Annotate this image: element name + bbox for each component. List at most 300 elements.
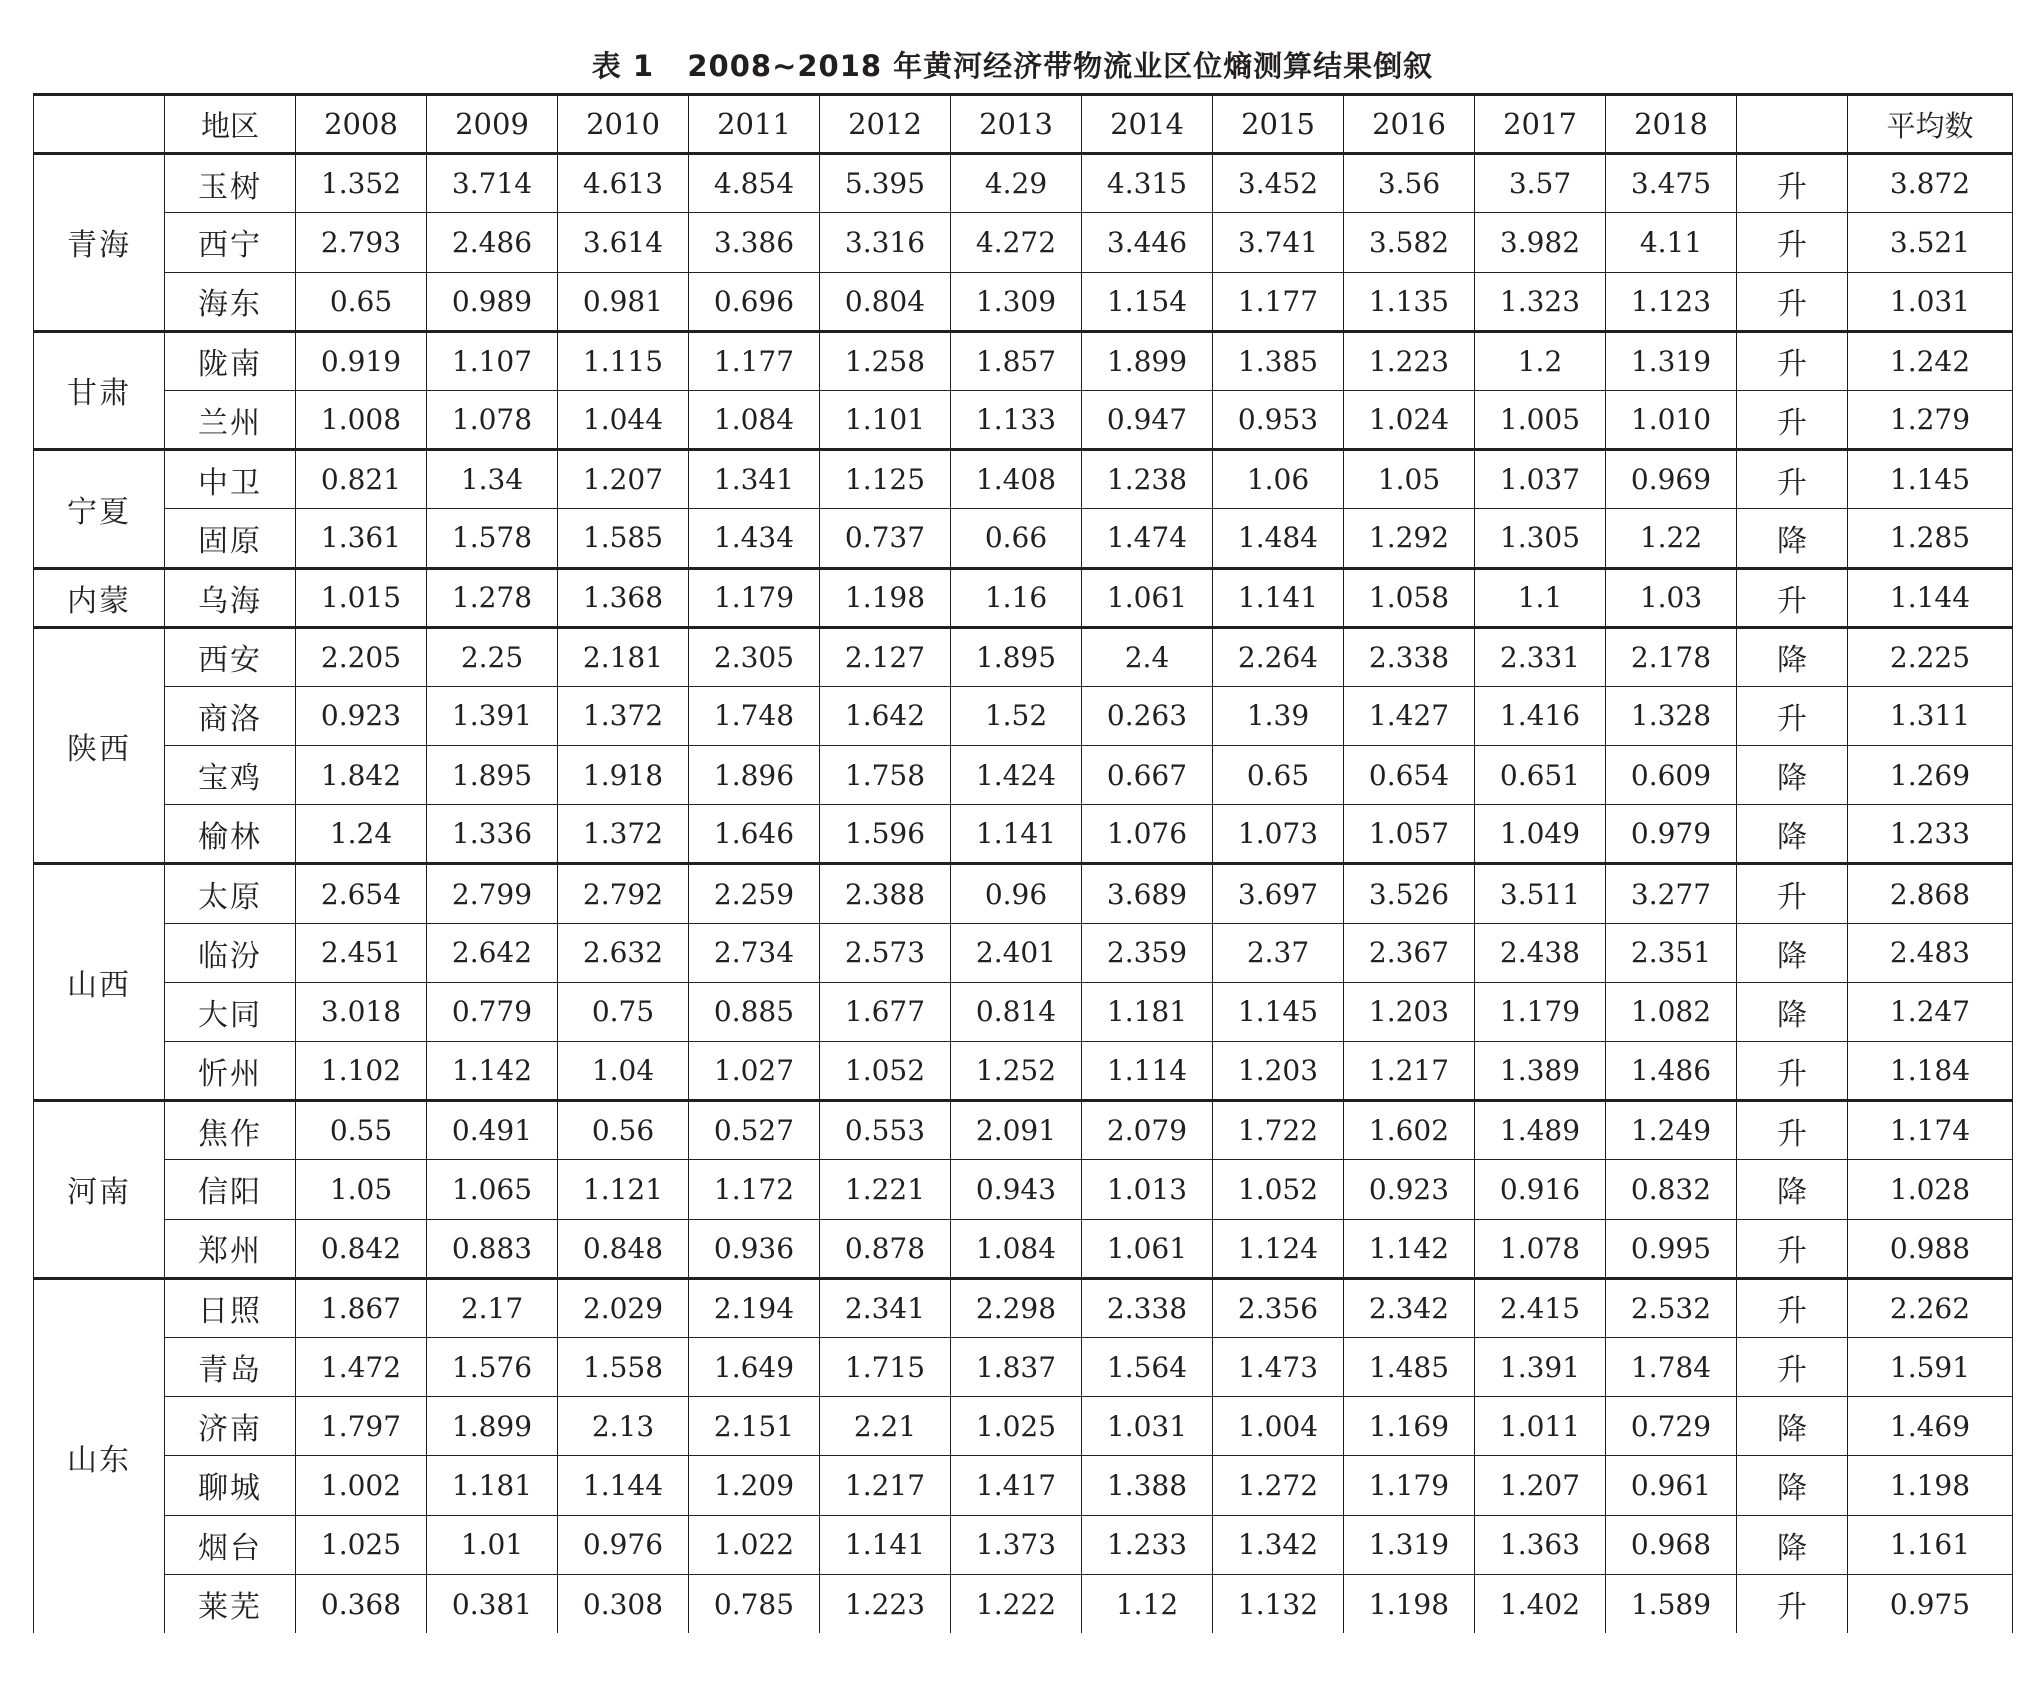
value-cell: 2.091 bbox=[951, 1101, 1082, 1160]
value-cell: 1.842 bbox=[296, 746, 427, 805]
value-cell: 1.102 bbox=[296, 1042, 427, 1101]
value-cell: 1.044 bbox=[558, 390, 689, 449]
header-region: 地区 bbox=[165, 95, 296, 154]
value-cell: 3.697 bbox=[1213, 864, 1344, 923]
value-cell: 0.842 bbox=[296, 1219, 427, 1278]
value-cell: 1.424 bbox=[951, 746, 1082, 805]
value-cell: 1.06 bbox=[1213, 450, 1344, 509]
city-cell: 临汾 bbox=[165, 923, 296, 982]
value-cell: 1.589 bbox=[1606, 1574, 1737, 1633]
value-cell: 2.734 bbox=[689, 923, 820, 982]
value-cell: 2.37 bbox=[1213, 923, 1344, 982]
value-cell: 1.022 bbox=[689, 1515, 820, 1574]
value-cell: 1.024 bbox=[1344, 390, 1475, 449]
value-cell: 4.315 bbox=[1082, 154, 1213, 213]
value-cell: 1.434 bbox=[689, 509, 820, 568]
value-cell: 0.55 bbox=[296, 1101, 427, 1160]
value-cell: 1.22 bbox=[1606, 509, 1737, 568]
value-cell: 2.127 bbox=[820, 627, 951, 686]
value-cell: 0.989 bbox=[427, 272, 558, 331]
average-cell: 3.521 bbox=[1848, 213, 2013, 272]
value-cell: 1.272 bbox=[1213, 1456, 1344, 1515]
trend-cell: 升 bbox=[1737, 1574, 1848, 1633]
table-row bbox=[34, 1219, 2013, 1278]
trend-cell: 升 bbox=[1737, 1278, 1848, 1337]
table-row bbox=[34, 686, 2013, 745]
value-cell: 1.05 bbox=[296, 1160, 427, 1219]
value-cell: 1.402 bbox=[1475, 1574, 1606, 1633]
value-cell: 0.981 bbox=[558, 272, 689, 331]
value-cell: 1.179 bbox=[1475, 982, 1606, 1041]
value-cell: 0.263 bbox=[1082, 686, 1213, 745]
value-cell: 1.837 bbox=[951, 1337, 1082, 1396]
value-cell: 1.899 bbox=[1082, 331, 1213, 390]
trend-cell: 升 bbox=[1737, 213, 1848, 272]
value-cell: 1.34 bbox=[427, 450, 558, 509]
value-cell: 1.473 bbox=[1213, 1337, 1344, 1396]
value-cell: 0.56 bbox=[558, 1101, 689, 1160]
value-cell: 1.008 bbox=[296, 390, 427, 449]
value-cell: 1.198 bbox=[1344, 1574, 1475, 1633]
table-row bbox=[34, 509, 2013, 568]
value-cell: 1.388 bbox=[1082, 1456, 1213, 1515]
average-cell: 2.868 bbox=[1848, 864, 2013, 923]
value-cell: 0.832 bbox=[1606, 1160, 1737, 1219]
city-cell: 信阳 bbox=[165, 1160, 296, 1219]
city-cell: 郑州 bbox=[165, 1219, 296, 1278]
value-cell: 1.052 bbox=[820, 1042, 951, 1101]
header-cell bbox=[34, 95, 165, 154]
value-cell: 2.151 bbox=[689, 1397, 820, 1456]
table-row bbox=[34, 1456, 2013, 1515]
value-cell: 0.923 bbox=[296, 686, 427, 745]
value-cell: 1.04 bbox=[558, 1042, 689, 1101]
value-cell: 3.526 bbox=[1344, 864, 1475, 923]
value-cell: 3.614 bbox=[558, 213, 689, 272]
value-cell: 0.976 bbox=[558, 1515, 689, 1574]
value-cell: 1.12 bbox=[1082, 1574, 1213, 1633]
province-cell: 宁夏 bbox=[34, 450, 165, 568]
value-cell: 1.144 bbox=[558, 1456, 689, 1515]
value-cell: 2.21 bbox=[820, 1397, 951, 1456]
value-cell: 1.292 bbox=[1344, 509, 1475, 568]
value-cell: 3.582 bbox=[1344, 213, 1475, 272]
city-cell: 青岛 bbox=[165, 1337, 296, 1396]
location-entropy-table bbox=[33, 93, 2013, 1633]
average-cell: 1.198 bbox=[1848, 1456, 2013, 1515]
city-cell: 陇南 bbox=[165, 331, 296, 390]
value-cell: 1.602 bbox=[1344, 1101, 1475, 1160]
trend-cell: 降 bbox=[1737, 1456, 1848, 1515]
value-cell: 2.341 bbox=[820, 1278, 951, 1337]
value-cell: 1.061 bbox=[1082, 568, 1213, 627]
value-cell: 0.804 bbox=[820, 272, 951, 331]
value-cell: 1.576 bbox=[427, 1337, 558, 1396]
province-cell: 内蒙 bbox=[34, 568, 165, 627]
value-cell: 0.491 bbox=[427, 1101, 558, 1160]
value-cell: 3.741 bbox=[1213, 213, 1344, 272]
header-cell: 2015 bbox=[1213, 95, 1344, 154]
value-cell: 1.027 bbox=[689, 1042, 820, 1101]
value-cell: 0.96 bbox=[951, 864, 1082, 923]
city-cell: 烟台 bbox=[165, 1515, 296, 1574]
value-cell: 1.154 bbox=[1082, 272, 1213, 331]
value-cell: 2.331 bbox=[1475, 627, 1606, 686]
value-cell: 1.222 bbox=[951, 1574, 1082, 1633]
value-cell: 1.896 bbox=[689, 746, 820, 805]
value-cell: 0.979 bbox=[1606, 805, 1737, 864]
value-cell: 1.05 bbox=[1344, 450, 1475, 509]
value-cell: 1.677 bbox=[820, 982, 951, 1041]
value-cell: 3.714 bbox=[427, 154, 558, 213]
value-cell: 2.799 bbox=[427, 864, 558, 923]
value-cell: 0.696 bbox=[689, 272, 820, 331]
city-cell: 海东 bbox=[165, 272, 296, 331]
table-row bbox=[34, 1042, 2013, 1101]
value-cell: 3.511 bbox=[1475, 864, 1606, 923]
value-cell: 1.2 bbox=[1475, 331, 1606, 390]
value-cell: 1.076 bbox=[1082, 805, 1213, 864]
header-cell bbox=[1737, 95, 1848, 154]
value-cell: 0.553 bbox=[820, 1101, 951, 1160]
value-cell: 2.181 bbox=[558, 627, 689, 686]
table-body bbox=[34, 154, 2013, 1634]
value-cell: 0.821 bbox=[296, 450, 427, 509]
city-cell: 莱芜 bbox=[165, 1574, 296, 1633]
table-row bbox=[34, 1278, 2013, 1337]
value-cell: 2.338 bbox=[1344, 627, 1475, 686]
city-cell: 中卫 bbox=[165, 450, 296, 509]
table-row bbox=[34, 1101, 2013, 1160]
average-cell: 1.184 bbox=[1848, 1042, 2013, 1101]
value-cell: 1.233 bbox=[1082, 1515, 1213, 1574]
value-cell: 1.084 bbox=[951, 1219, 1082, 1278]
value-cell: 0.66 bbox=[951, 509, 1082, 568]
value-cell: 1.372 bbox=[558, 686, 689, 745]
value-cell: 1.221 bbox=[820, 1160, 951, 1219]
average-cell: 1.161 bbox=[1848, 1515, 2013, 1574]
value-cell: 0.883 bbox=[427, 1219, 558, 1278]
value-cell: 0.848 bbox=[558, 1219, 689, 1278]
value-cell: 2.264 bbox=[1213, 627, 1344, 686]
value-cell: 1.564 bbox=[1082, 1337, 1213, 1396]
value-cell: 1.179 bbox=[689, 568, 820, 627]
average-cell: 1.028 bbox=[1848, 1160, 2013, 1219]
city-cell: 兰州 bbox=[165, 390, 296, 449]
table-row bbox=[34, 1574, 2013, 1633]
average-cell: 3.872 bbox=[1848, 154, 2013, 213]
value-cell: 0.65 bbox=[296, 272, 427, 331]
value-cell: 2.079 bbox=[1082, 1101, 1213, 1160]
value-cell: 4.613 bbox=[558, 154, 689, 213]
value-cell: 1.181 bbox=[1082, 982, 1213, 1041]
value-cell: 1.084 bbox=[689, 390, 820, 449]
average-cell: 1.469 bbox=[1848, 1397, 2013, 1456]
value-cell: 1.133 bbox=[951, 390, 1082, 449]
value-cell: 1.722 bbox=[1213, 1101, 1344, 1160]
header-cell: 2013 bbox=[951, 95, 1082, 154]
value-cell: 1.278 bbox=[427, 568, 558, 627]
value-cell: 1.198 bbox=[820, 568, 951, 627]
average-cell: 1.247 bbox=[1848, 982, 2013, 1041]
trend-cell: 降 bbox=[1737, 982, 1848, 1041]
value-cell: 1.01 bbox=[427, 1515, 558, 1574]
value-cell: 1.177 bbox=[689, 331, 820, 390]
value-cell: 0.968 bbox=[1606, 1515, 1737, 1574]
value-cell: 1.472 bbox=[296, 1337, 427, 1396]
value-cell: 0.936 bbox=[689, 1219, 820, 1278]
value-cell: 5.395 bbox=[820, 154, 951, 213]
value-cell: 1.391 bbox=[427, 686, 558, 745]
trend-cell: 升 bbox=[1737, 390, 1848, 449]
value-cell: 1.145 bbox=[1213, 982, 1344, 1041]
value-cell: 0.368 bbox=[296, 1574, 427, 1633]
table-row bbox=[34, 331, 2013, 390]
header-cell: 2008 bbox=[296, 95, 427, 154]
value-cell: 0.737 bbox=[820, 509, 951, 568]
value-cell: 1.207 bbox=[1475, 1456, 1606, 1515]
value-cell: 1.058 bbox=[1344, 568, 1475, 627]
value-cell: 1.485 bbox=[1344, 1337, 1475, 1396]
value-cell: 1.385 bbox=[1213, 331, 1344, 390]
value-cell: 0.381 bbox=[427, 1574, 558, 1633]
value-cell: 1.363 bbox=[1475, 1515, 1606, 1574]
value-cell: 1.123 bbox=[1606, 272, 1737, 331]
city-cell: 宝鸡 bbox=[165, 746, 296, 805]
average-cell: 1.285 bbox=[1848, 509, 2013, 568]
value-cell: 1.328 bbox=[1606, 686, 1737, 745]
value-cell: 0.729 bbox=[1606, 1397, 1737, 1456]
average-cell: 1.279 bbox=[1848, 390, 2013, 449]
trend-cell: 升 bbox=[1737, 1219, 1848, 1278]
city-cell: 榆林 bbox=[165, 805, 296, 864]
value-cell: 1.578 bbox=[427, 509, 558, 568]
value-cell: 1.918 bbox=[558, 746, 689, 805]
value-cell: 1.319 bbox=[1606, 331, 1737, 390]
trend-cell: 降 bbox=[1737, 509, 1848, 568]
table-row bbox=[34, 1337, 2013, 1396]
value-cell: 1.372 bbox=[558, 805, 689, 864]
table-row bbox=[34, 568, 2013, 627]
value-cell: 1.203 bbox=[1213, 1042, 1344, 1101]
value-cell: 1.142 bbox=[427, 1042, 558, 1101]
value-cell: 1.39 bbox=[1213, 686, 1344, 745]
city-cell: 商洛 bbox=[165, 686, 296, 745]
value-cell: 2.486 bbox=[427, 213, 558, 272]
value-cell: 3.277 bbox=[1606, 864, 1737, 923]
value-cell: 1.03 bbox=[1606, 568, 1737, 627]
value-cell: 1.238 bbox=[1082, 450, 1213, 509]
value-cell: 0.308 bbox=[558, 1574, 689, 1633]
value-cell: 1.065 bbox=[427, 1160, 558, 1219]
value-cell: 1.141 bbox=[820, 1515, 951, 1574]
value-cell: 1.899 bbox=[427, 1397, 558, 1456]
value-cell: 1.585 bbox=[558, 509, 689, 568]
value-cell: 1.177 bbox=[1213, 272, 1344, 331]
average-cell: 1.269 bbox=[1848, 746, 2013, 805]
city-cell: 西安 bbox=[165, 627, 296, 686]
city-cell: 焦作 bbox=[165, 1101, 296, 1160]
average-cell: 1.145 bbox=[1848, 450, 2013, 509]
header-cell: 2010 bbox=[558, 95, 689, 154]
trend-cell: 升 bbox=[1737, 1337, 1848, 1396]
city-cell: 玉树 bbox=[165, 154, 296, 213]
value-cell: 2.351 bbox=[1606, 923, 1737, 982]
average-cell: 1.242 bbox=[1848, 331, 2013, 390]
value-cell: 1.857 bbox=[951, 331, 1082, 390]
value-cell: 1.121 bbox=[558, 1160, 689, 1219]
value-cell: 1.142 bbox=[1344, 1219, 1475, 1278]
value-cell: 1.305 bbox=[1475, 509, 1606, 568]
city-cell: 乌海 bbox=[165, 568, 296, 627]
value-cell: 3.446 bbox=[1082, 213, 1213, 272]
header-cell: 2009 bbox=[427, 95, 558, 154]
table-row bbox=[34, 746, 2013, 805]
province-cell: 陕西 bbox=[34, 627, 165, 864]
value-cell: 1.013 bbox=[1082, 1160, 1213, 1219]
value-cell: 1.309 bbox=[951, 272, 1082, 331]
value-cell: 1.895 bbox=[951, 627, 1082, 686]
value-cell: 0.995 bbox=[1606, 1219, 1737, 1278]
value-cell: 2.25 bbox=[427, 627, 558, 686]
value-cell: 1.101 bbox=[820, 390, 951, 449]
value-cell: 3.452 bbox=[1213, 154, 1344, 213]
value-cell: 1.031 bbox=[1082, 1397, 1213, 1456]
value-cell: 1.784 bbox=[1606, 1337, 1737, 1396]
average-cell: 1.233 bbox=[1848, 805, 2013, 864]
value-cell: 0.878 bbox=[820, 1219, 951, 1278]
trend-cell: 升 bbox=[1737, 1042, 1848, 1101]
value-cell: 1.061 bbox=[1082, 1219, 1213, 1278]
value-cell: 0.527 bbox=[689, 1101, 820, 1160]
value-cell: 2.342 bbox=[1344, 1278, 1475, 1337]
value-cell: 1.895 bbox=[427, 746, 558, 805]
value-cell: 4.29 bbox=[951, 154, 1082, 213]
value-cell: 2.792 bbox=[558, 864, 689, 923]
value-cell: 2.451 bbox=[296, 923, 427, 982]
value-cell: 1.1 bbox=[1475, 568, 1606, 627]
value-cell: 1.474 bbox=[1082, 509, 1213, 568]
city-cell: 聊城 bbox=[165, 1456, 296, 1515]
value-cell: 1.057 bbox=[1344, 805, 1475, 864]
header-cell: 2011 bbox=[689, 95, 820, 154]
value-cell: 1.037 bbox=[1475, 450, 1606, 509]
value-cell: 1.132 bbox=[1213, 1574, 1344, 1633]
value-cell: 0.779 bbox=[427, 982, 558, 1041]
value-cell: 1.646 bbox=[689, 805, 820, 864]
trend-cell: 升 bbox=[1737, 864, 1848, 923]
value-cell: 1.336 bbox=[427, 805, 558, 864]
value-cell: 2.573 bbox=[820, 923, 951, 982]
value-cell: 2.793 bbox=[296, 213, 427, 272]
value-cell: 1.010 bbox=[1606, 390, 1737, 449]
value-cell: 1.319 bbox=[1344, 1515, 1475, 1574]
city-cell: 太原 bbox=[165, 864, 296, 923]
trend-cell: 升 bbox=[1737, 331, 1848, 390]
value-cell: 3.56 bbox=[1344, 154, 1475, 213]
average-cell: 1.591 bbox=[1848, 1337, 2013, 1396]
value-cell: 1.172 bbox=[689, 1160, 820, 1219]
header-cell: 2017 bbox=[1475, 95, 1606, 154]
value-cell: 1.005 bbox=[1475, 390, 1606, 449]
table-row bbox=[34, 213, 2013, 272]
value-cell: 1.341 bbox=[689, 450, 820, 509]
trend-cell: 升 bbox=[1737, 154, 1848, 213]
average-cell: 1.031 bbox=[1848, 272, 2013, 331]
value-cell: 3.018 bbox=[296, 982, 427, 1041]
value-cell: 4.854 bbox=[689, 154, 820, 213]
value-cell: 3.689 bbox=[1082, 864, 1213, 923]
province-cell: 山东 bbox=[34, 1278, 165, 1633]
average-cell: 0.975 bbox=[1848, 1574, 2013, 1633]
value-cell: 3.316 bbox=[820, 213, 951, 272]
value-cell: 0.654 bbox=[1344, 746, 1475, 805]
value-cell: 2.305 bbox=[689, 627, 820, 686]
table-row bbox=[34, 1515, 2013, 1574]
value-cell: 1.352 bbox=[296, 154, 427, 213]
trend-cell: 升 bbox=[1737, 1101, 1848, 1160]
province-cell: 山西 bbox=[34, 864, 165, 1101]
trend-cell: 降 bbox=[1737, 1160, 1848, 1219]
value-cell: 2.13 bbox=[558, 1397, 689, 1456]
value-cell: 1.141 bbox=[951, 805, 1082, 864]
value-cell: 2.438 bbox=[1475, 923, 1606, 982]
value-cell: 1.249 bbox=[1606, 1101, 1737, 1160]
value-cell: 0.667 bbox=[1082, 746, 1213, 805]
value-cell: 0.609 bbox=[1606, 746, 1737, 805]
value-cell: 1.217 bbox=[820, 1456, 951, 1515]
value-cell: 1.209 bbox=[689, 1456, 820, 1515]
value-cell: 1.223 bbox=[820, 1574, 951, 1633]
value-cell: 1.181 bbox=[427, 1456, 558, 1515]
table-row bbox=[34, 390, 2013, 449]
value-cell: 0.916 bbox=[1475, 1160, 1606, 1219]
value-cell: 1.052 bbox=[1213, 1160, 1344, 1219]
header-cell: 2016 bbox=[1344, 95, 1475, 154]
header-cell: 2018 bbox=[1606, 95, 1737, 154]
value-cell: 2.415 bbox=[1475, 1278, 1606, 1337]
value-cell: 1.015 bbox=[296, 568, 427, 627]
city-cell: 西宁 bbox=[165, 213, 296, 272]
value-cell: 1.179 bbox=[1344, 1456, 1475, 1515]
value-cell: 1.797 bbox=[296, 1397, 427, 1456]
value-cell: 1.223 bbox=[1344, 331, 1475, 390]
value-cell: 0.923 bbox=[1344, 1160, 1475, 1219]
value-cell: 2.401 bbox=[951, 923, 1082, 982]
trend-cell: 降 bbox=[1737, 746, 1848, 805]
value-cell: 2.642 bbox=[427, 923, 558, 982]
value-cell: 0.961 bbox=[1606, 1456, 1737, 1515]
value-cell: 1.107 bbox=[427, 331, 558, 390]
trend-cell: 降 bbox=[1737, 1397, 1848, 1456]
trend-cell: 降 bbox=[1737, 805, 1848, 864]
value-cell: 2.632 bbox=[558, 923, 689, 982]
value-cell: 1.748 bbox=[689, 686, 820, 745]
table-row bbox=[34, 627, 2013, 686]
header-cell: 2012 bbox=[820, 95, 951, 154]
value-cell: 3.57 bbox=[1475, 154, 1606, 213]
value-cell: 1.011 bbox=[1475, 1397, 1606, 1456]
value-cell: 1.323 bbox=[1475, 272, 1606, 331]
value-cell: 1.558 bbox=[558, 1337, 689, 1396]
average-cell: 1.144 bbox=[1848, 568, 2013, 627]
value-cell: 1.049 bbox=[1475, 805, 1606, 864]
value-cell: 1.489 bbox=[1475, 1101, 1606, 1160]
value-cell: 1.715 bbox=[820, 1337, 951, 1396]
value-cell: 1.203 bbox=[1344, 982, 1475, 1041]
value-cell: 2.388 bbox=[820, 864, 951, 923]
average-cell: 2.262 bbox=[1848, 1278, 2013, 1337]
